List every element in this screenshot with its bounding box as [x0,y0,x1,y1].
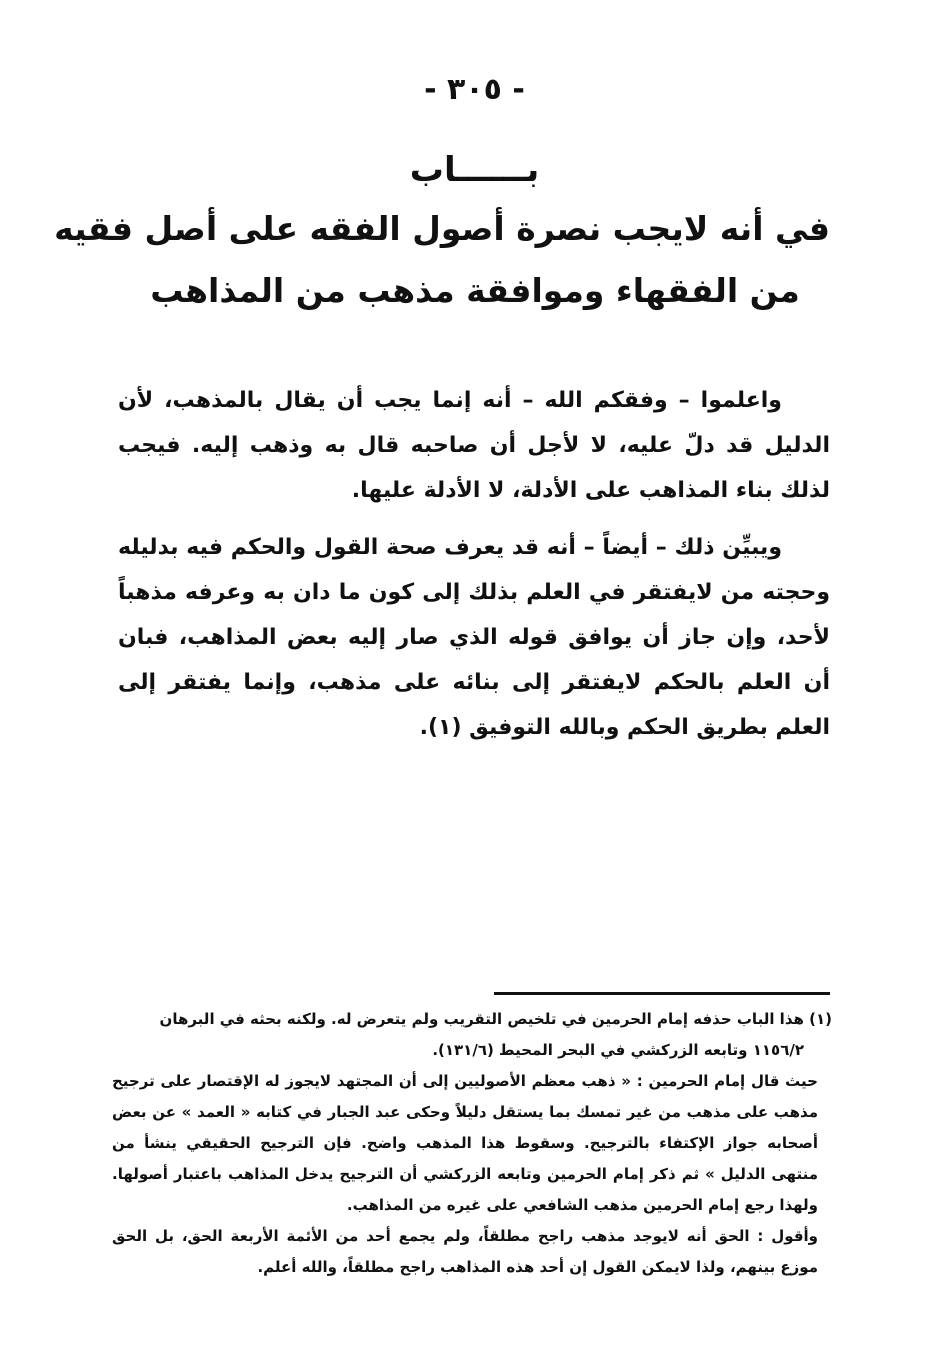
footnotes [112,1004,832,1283]
footnote-1: (١) هذا الباب حذفه إمام الحرمين في تلخيص التقريب ولم يتعرض له. ولكنه بحثه في البرهان [159,1010,832,1028]
footnote-quote: حيث قال إمام الحرمين : « ذهب معظم الأصوليين إلى أن المجتهد لايجوز له الإقتصار على ترجيح مذهب على مذهب من غير تمسك بما يستقل دليلاً وحكى عبد الجبار في كتابه « العمد » عن بعض أصحابه جواز الإكتفاء بالترجيح. وسقوط هذا المذهب واضح. فإن الترجيح الحقيقي ينشأ من منتهى الدليل » ثم ذكر إمام الحرمين وتابعه الزركشي أن الترجيح يدخل المذاهب باعتبار أصولها. ولهذا رجع إمام الحرمين مذهب الشافعي على غيره من المذاهب. [112,1072,818,1214]
footnote-divider [494,992,830,995]
chapter-title [54,198,830,322]
main-text [118,378,830,762]
footnote-1-continuation: ١١٥٦/٢ وتابعه الزركشي في البحر المحيط (١٣١/٦). [432,1041,804,1059]
chapter-title-line-2: من الفقهاء وموافقة مذهب من المذاهب [150,271,800,310]
page-number: - ٣٠٥ - [424,72,525,107]
chapter-label: بــــــاب [409,150,540,190]
footnote-comment: وأقول : الحق أنه لايوجد مذهب راجح مطلقاً، ولم يجمع أحد من الأئمة الأربعة الحق، بل الحق موزع بينهم، ولذا لايمكن القول إن أحد هذه المذاهب راجح مطلقاً، والله أعلم. [112,1227,818,1276]
chapter-title-line-1: في أنه لايجب نصرة أصول الفقه على أصل فقيه [54,209,830,248]
paragraph-1: واعلموا – وفقكم الله – أنه إنما يجب أن يقال بالمذهب، لأن الدليل قد دلّ عليه، لا لأجل أن صاحبه قال به وذهب إليه. فيجب لذلك بناء المذاهب على الأدلة، لا الأدلة عليها. [118,388,830,503]
paragraph-2: ويبيِّن ذلك – أيضاً – أنه قد يعرف صحة القول والحكم فيه بدليله وحجته من لايفتقر في العلم بذلك إلى كون ما دان به وعرفه مذهباً لأحد، وإن جاز أن يوافق قوله الذي صار إليه بعض المذاهب، فبان أن العلم بالحكم لايفتقر إلى بنائه على مذهب، وإنما يفتقر إلى العلم بطريق الحكم وبالله التوفيق (١). [118,535,830,740]
